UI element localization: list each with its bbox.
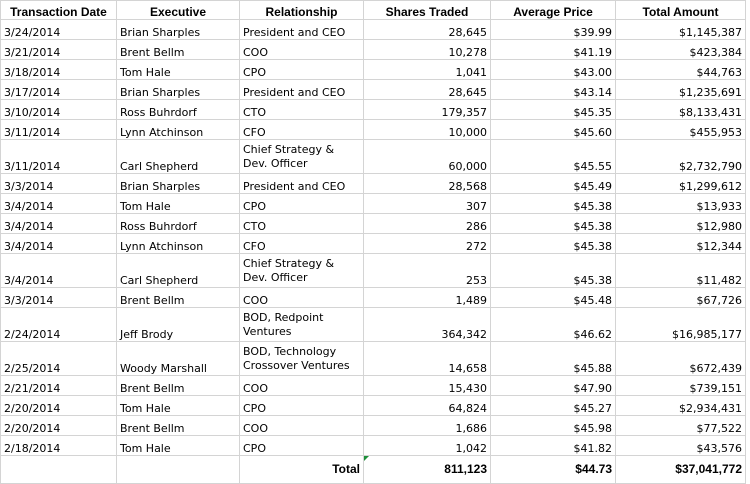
cell-amount[interactable]: $67,726 <box>616 288 746 308</box>
header-executive[interactable]: Executive <box>117 1 240 20</box>
cell-price[interactable]: $41.82 <box>491 436 616 456</box>
cell-executive[interactable]: Brent Bellm <box>117 376 240 396</box>
cell-shares[interactable]: 28,645 <box>364 80 491 100</box>
cell-price[interactable]: $45.38 <box>491 194 616 214</box>
cell-amount[interactable]: $2,934,431 <box>616 396 746 416</box>
cell-executive[interactable]: Carl Shepherd <box>117 140 240 174</box>
cell-date[interactable]: 2/21/2014 <box>1 376 117 396</box>
cell-price[interactable]: $45.38 <box>491 214 616 234</box>
cell-amount[interactable]: $16,985,177 <box>616 308 746 342</box>
cell-date[interactable]: 3/4/2014 <box>1 214 117 234</box>
cell-price[interactable]: $46.62 <box>491 308 616 342</box>
cell-date[interactable]: 3/3/2014 <box>1 174 117 194</box>
cell-price[interactable]: $39.99 <box>491 20 616 40</box>
cell-relationship[interactable]: President and CEO <box>240 80 364 100</box>
cell-executive[interactable]: Ross Buhrdorf <box>117 100 240 120</box>
cell-date[interactable]: 2/25/2014 <box>1 342 117 376</box>
header-relationship[interactable]: Relationship <box>240 1 364 20</box>
cell-relationship[interactable]: BOD, Technology Crossover Ventures <box>240 342 364 376</box>
cell-shares[interactable]: 1,041 <box>364 60 491 80</box>
header-transaction-date[interactable]: Transaction Date <box>1 1 117 20</box>
cell-price[interactable]: $45.48 <box>491 288 616 308</box>
cell-relationship[interactable]: CFO <box>240 234 364 254</box>
header-shares-traded[interactable]: Shares Traded <box>364 1 491 20</box>
total-row <box>1 456 746 484</box>
cell-executive[interactable]: Jeff Brody <box>117 308 240 342</box>
cell-price[interactable]: $47.90 <box>491 376 616 396</box>
cell-amount[interactable]: $12,980 <box>616 214 746 234</box>
cell-price[interactable]: $45.49 <box>491 174 616 194</box>
cell-shares[interactable]: 14,658 <box>364 342 491 376</box>
cell-executive[interactable]: Brian Sharples <box>117 20 240 40</box>
table-row <box>1 140 746 174</box>
table-row <box>1 100 746 120</box>
total-label[interactable]: Total <box>240 456 364 484</box>
cell-price[interactable]: $45.55 <box>491 140 616 174</box>
cell-shares[interactable]: 60,000 <box>364 140 491 174</box>
cell-shares[interactable]: 1,042 <box>364 436 491 456</box>
cell-executive[interactable]: Woody Marshall <box>117 342 240 376</box>
table-row <box>1 60 746 80</box>
cell-executive[interactable]: Brent Bellm <box>117 416 240 436</box>
cell-shares[interactable]: 15,430 <box>364 376 491 396</box>
cell-date[interactable]: 2/20/2014 <box>1 416 117 436</box>
table-row <box>1 376 746 396</box>
cell-shares[interactable]: 28,645 <box>364 20 491 40</box>
header-total-amount[interactable]: Total Amount <box>616 1 746 20</box>
cell-price[interactable]: $43.00 <box>491 60 616 80</box>
cell-shares[interactable]: 253 <box>364 254 491 288</box>
table-row <box>1 20 746 40</box>
cell-executive[interactable]: Lynn Atchinson <box>117 120 240 140</box>
cell-amount[interactable]: $12,344 <box>616 234 746 254</box>
cell-relationship[interactable]: President and CEO <box>240 20 364 40</box>
cell-date[interactable]: 3/4/2014 <box>1 234 117 254</box>
cell-price[interactable]: $45.88 <box>491 342 616 376</box>
cell-relationship[interactable]: CTO <box>240 214 364 234</box>
cell-relationship[interactable]: COO <box>240 288 364 308</box>
cell-date[interactable]: 2/24/2014 <box>1 308 117 342</box>
cell-executive[interactable]: Brian Sharples <box>117 174 240 194</box>
cell-amount[interactable]: $423,384 <box>616 40 746 60</box>
cell-relationship[interactable]: CFO <box>240 120 364 140</box>
table-row <box>1 396 746 416</box>
cell-date[interactable]: 3/4/2014 <box>1 254 117 288</box>
cell-shares[interactable]: 364,342 <box>364 308 491 342</box>
cell-price[interactable]: $45.35 <box>491 100 616 120</box>
cell-amount[interactable]: $11,482 <box>616 254 746 288</box>
cell-shares[interactable]: 10,000 <box>364 120 491 140</box>
cell-amount[interactable]: $2,732,790 <box>616 140 746 174</box>
cell-date[interactable]: 3/11/2014 <box>1 140 117 174</box>
cell-date[interactable]: 2/20/2014 <box>1 396 117 416</box>
cell-relationship[interactable]: COO <box>240 416 364 436</box>
cell-date[interactable]: 3/10/2014 <box>1 100 117 120</box>
table-row <box>1 254 746 288</box>
cell-executive[interactable]: Brent Bellm <box>117 288 240 308</box>
cell-amount[interactable]: $44,763 <box>616 60 746 80</box>
cell-amount[interactable]: $672,439 <box>616 342 746 376</box>
cell-relationship[interactable]: CPO <box>240 194 364 214</box>
table-row <box>1 436 746 456</box>
cell-date[interactable]: 3/11/2014 <box>1 120 117 140</box>
cell-shares[interactable]: 179,357 <box>364 100 491 120</box>
cell-amount[interactable]: $13,933 <box>616 194 746 214</box>
cell-executive[interactable]: Carl Shepherd <box>117 254 240 288</box>
cell-price[interactable]: $45.38 <box>491 234 616 254</box>
table-row <box>1 416 746 436</box>
cell-date[interactable]: 3/17/2014 <box>1 80 117 100</box>
cell-price[interactable]: $45.98 <box>491 416 616 436</box>
cell-relationship[interactable]: BOD, Redpoint Ventures <box>240 308 364 342</box>
table-row <box>1 234 746 254</box>
cell-executive[interactable]: Brent Bellm <box>117 40 240 60</box>
header-row <box>1 1 746 20</box>
cell-date[interactable]: 3/3/2014 <box>1 288 117 308</box>
cell-date[interactable]: 3/4/2014 <box>1 194 117 214</box>
cell-executive[interactable]: Tom Hale <box>117 436 240 456</box>
cell-relationship[interactable]: CPO <box>240 60 364 80</box>
table-row <box>1 174 746 194</box>
total-empty-cell[interactable] <box>1 456 117 484</box>
cell-price[interactable]: $41.19 <box>491 40 616 60</box>
cell-shares[interactable]: 1,489 <box>364 288 491 308</box>
cell-price[interactable]: $43.14 <box>491 80 616 100</box>
cell-executive[interactable]: Tom Hale <box>117 60 240 80</box>
cell-date[interactable]: 2/18/2014 <box>1 436 117 456</box>
table-row <box>1 288 746 308</box>
cell-relationship[interactable]: Chief Strategy & Dev. Officer <box>240 254 364 288</box>
cell-shares[interactable]: 10,278 <box>364 40 491 60</box>
table-row <box>1 80 746 100</box>
cell-shares[interactable]: 64,824 <box>364 396 491 416</box>
cell-amount[interactable]: $8,133,431 <box>616 100 746 120</box>
cell-amount[interactable]: $1,235,691 <box>616 80 746 100</box>
total-shares[interactable]: 811,123 <box>364 456 491 484</box>
cell-date[interactable]: 3/21/2014 <box>1 40 117 60</box>
table-row <box>1 40 746 60</box>
cell-relationship[interactable]: COO <box>240 376 364 396</box>
total-average-price[interactable]: $44.73 <box>491 456 616 484</box>
cell-price[interactable]: $45.27 <box>491 396 616 416</box>
cell-date[interactable]: 3/18/2014 <box>1 60 117 80</box>
cell-executive[interactable]: Brian Sharples <box>117 80 240 100</box>
cell-relationship[interactable]: CTO <box>240 100 364 120</box>
cell-executive[interactable]: Lynn Atchinson <box>117 234 240 254</box>
cell-shares[interactable]: 307 <box>364 194 491 214</box>
cell-amount[interactable]: $739,151 <box>616 376 746 396</box>
cell-shares[interactable]: 28,568 <box>364 174 491 194</box>
cell-relationship[interactable]: COO <box>240 40 364 60</box>
cell-relationship[interactable]: CPO <box>240 436 364 456</box>
cell-shares[interactable]: 1,686 <box>364 416 491 436</box>
table-row <box>1 308 746 342</box>
cell-executive[interactable]: Tom Hale <box>117 194 240 214</box>
cell-relationship[interactable]: President and CEO <box>240 174 364 194</box>
cell-shares[interactable]: 286 <box>364 214 491 234</box>
total-amount[interactable]: $37,041,772 <box>616 456 746 484</box>
cell-executive[interactable]: Tom Hale <box>117 396 240 416</box>
table-row <box>1 194 746 214</box>
cell-shares[interactable]: 272 <box>364 234 491 254</box>
cell-relationship[interactable]: CPO <box>240 396 364 416</box>
cell-relationship[interactable]: Chief Strategy & Dev. Officer <box>240 140 364 174</box>
header-average-price[interactable]: Average Price <box>491 1 616 20</box>
table-row <box>1 342 746 376</box>
cell-amount[interactable]: $43,576 <box>616 436 746 456</box>
cell-amount[interactable]: $455,953 <box>616 120 746 140</box>
cell-executive[interactable]: Ross Buhrdorf <box>117 214 240 234</box>
cell-date[interactable]: 3/24/2014 <box>1 20 117 40</box>
cell-amount[interactable]: $1,299,612 <box>616 174 746 194</box>
table-row <box>1 120 746 140</box>
cell-amount[interactable]: $1,145,387 <box>616 20 746 40</box>
total-empty-cell[interactable] <box>117 456 240 484</box>
cell-price[interactable]: $45.60 <box>491 120 616 140</box>
table-row <box>1 214 746 234</box>
cell-price[interactable]: $45.38 <box>491 254 616 288</box>
cell-amount[interactable]: $77,522 <box>616 416 746 436</box>
